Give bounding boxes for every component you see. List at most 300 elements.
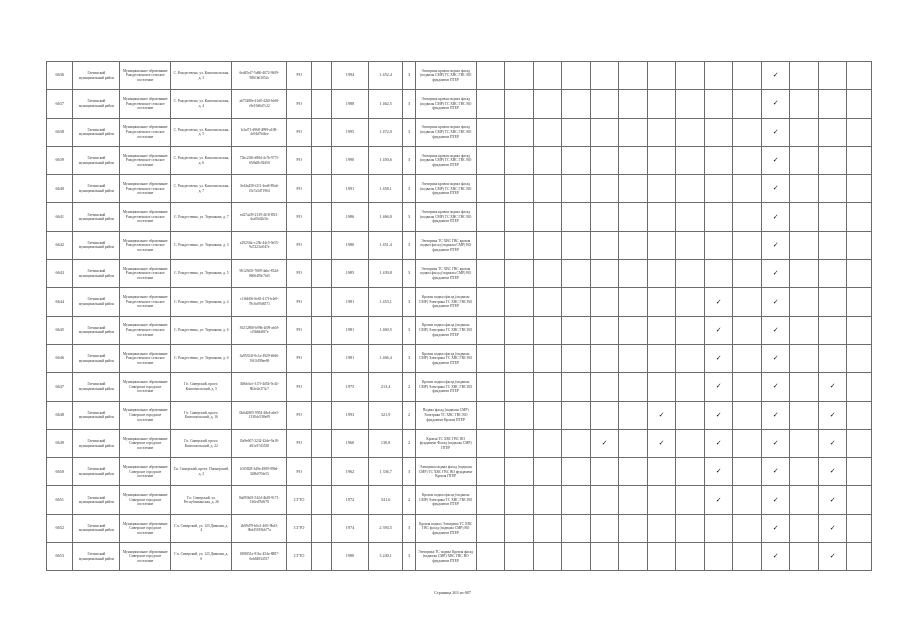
settlement-cell: Муниципальное образование Рождественское сельское поселение [120, 146, 171, 174]
check-cell [619, 203, 648, 231]
check-cell [818, 146, 847, 174]
table-row [47, 62, 872, 90]
area-cell: 1 462,5 [368, 90, 403, 118]
address-cell: С. Рождествено, ул. Терешкова, д. 7 [171, 203, 232, 231]
check-cell [818, 90, 847, 118]
page-footer: Страница 263 из 687 [434, 590, 471, 595]
check-cell [562, 175, 591, 203]
check-cell [847, 543, 872, 571]
fund-cell: РО [287, 373, 311, 401]
levels-cell: 3 [403, 514, 415, 542]
fund-cell: РО [287, 146, 311, 174]
works-cell: Кровля подвал фасад (подвалы СМР) Электрика ТС ХВС ГВС ВО фундамент ПТЕР [415, 486, 476, 514]
area-cell: 1 472,0 [368, 118, 403, 146]
house-id-cell: 0b6d2805-9954-4fbd-a6e5-1330dc538e09 [232, 401, 287, 429]
check-cell [619, 90, 648, 118]
check-cell [790, 175, 819, 203]
area-cell: 541,6 [368, 486, 403, 514]
address-cell: С. Рождествено, ул. Терешкова, д. 5 [171, 260, 232, 288]
blank-cell [311, 175, 331, 203]
check-cell [847, 401, 872, 429]
check-cell [733, 203, 762, 231]
check-cell [533, 260, 562, 288]
address-cell: Г.п. Сиверский, проел. Пионерский, д. 2 [171, 458, 232, 486]
area-cell: 213,4 [368, 373, 403, 401]
check-mark-icon: ✓ [772, 99, 779, 108]
check-mark-icon: ✓ [772, 184, 779, 193]
area-cell: 3 240,1 [368, 543, 403, 571]
check-cell [505, 486, 534, 514]
works-cell: Электрика кровля подвал фасад (подвалы СМР) ТС ХВС ГВС ВО фундамент ПТЕР [415, 175, 476, 203]
check-cell [676, 486, 705, 514]
check-cell [733, 486, 762, 514]
works-cell: Электрика кровля подвал фасад (подвалы СМР) ТС ХВС ГВС ВО фундамент ПТЕР [415, 146, 476, 174]
check-cell [619, 260, 648, 288]
check-cell [562, 373, 591, 401]
check-cell [818, 543, 847, 571]
settlement-cell: Муниципальное образование Рождественское сельское поселение [120, 344, 171, 372]
check-mark-icon: ✓ [772, 71, 779, 80]
check-cell [761, 514, 790, 542]
table-row [47, 90, 872, 118]
blank-cell [311, 231, 331, 259]
check-cell [761, 203, 790, 231]
district-cell: Гатчинский муниципальный район [73, 90, 120, 118]
check-mark-icon: ✓ [601, 439, 608, 447]
check-cell [647, 175, 676, 203]
district-cell: Гатчинский муниципальный район [73, 231, 120, 259]
check-cell [562, 344, 591, 372]
levels-cell: 3 [403, 175, 415, 203]
settlement-cell: Муниципальное образование Сиверское городское поселение [120, 486, 171, 514]
check-cell [533, 373, 562, 401]
fund-cell: РО [287, 62, 311, 90]
blank-cell [311, 62, 331, 90]
check-cell [533, 146, 562, 174]
address-cell: Гп. Сиверский, проел. Комсомольский, д. 5 [171, 373, 232, 401]
table-row [47, 514, 872, 542]
settlement-cell: Муниципальное образование Рождественское сельское поселение [120, 231, 171, 259]
table-row [47, 118, 872, 146]
house-id-cell: 9612365f-7689-4abc-832d-8606409c7fd3 [232, 260, 287, 288]
check-cell [647, 146, 676, 174]
register-table [46, 61, 872, 571]
house-id-cell: 1888f51a-91bc-454a-8887-6eb84834537 [232, 543, 287, 571]
fund-cell: РО [287, 90, 311, 118]
year-cell: 1974 [332, 514, 369, 542]
check-mark-icon: ✓ [829, 552, 836, 561]
check-mark-icon: ✓ [829, 410, 836, 419]
blank-cell [311, 373, 331, 401]
house-id-cell: 30212800-b99b-4f09-ab0f-cf5b8dd8f7e [232, 316, 287, 344]
area-cell: 1 466,0 [368, 203, 403, 231]
address-cell: С. Рождествено, ул. Комсомольская, д. 4 [171, 90, 232, 118]
check-cell [733, 260, 762, 288]
check-cell [505, 373, 534, 401]
check-mark-icon: ✓ [772, 467, 779, 476]
row-number: 6644 [47, 288, 73, 316]
check-cell [676, 203, 705, 231]
check-cell [790, 231, 819, 259]
check-cell [476, 62, 505, 90]
check-cell [847, 486, 872, 514]
check-cell [562, 231, 591, 259]
check-cell [704, 118, 733, 146]
row-number: 6641 [47, 203, 73, 231]
check-cell [562, 62, 591, 90]
check-cell [733, 231, 762, 259]
check-cell [761, 90, 790, 118]
check-cell [704, 429, 733, 457]
check-cell [476, 90, 505, 118]
check-cell [619, 62, 648, 90]
row-number: 6639 [47, 146, 73, 174]
check-cell [476, 458, 505, 486]
year-cell: 1985 [332, 260, 369, 288]
check-cell [647, 373, 676, 401]
check-cell [818, 203, 847, 231]
check-cell [676, 543, 705, 571]
fund-cell: РО [287, 203, 311, 231]
check-mark-icon: ✓ [715, 410, 722, 419]
check-cell [733, 514, 762, 542]
check-mark-icon: ✓ [772, 269, 779, 278]
check-cell [847, 316, 872, 344]
check-cell [733, 429, 762, 457]
house-id-cell: b2af71-d968-4999-a108-4c94d7bf4ee [232, 118, 287, 146]
check-mark-icon: ✓ [658, 410, 665, 419]
check-cell [647, 288, 676, 316]
check-cell [590, 62, 619, 90]
check-cell [476, 344, 505, 372]
works-cell: Подвал фасад (подвалы СМР) Электрика ТС ХВС ГВС ВО фундамент Кровля ПТЕР [415, 401, 476, 429]
check-cell [847, 231, 872, 259]
settlement-cell: Муниципальное образование Рождественское сельское поселение [120, 90, 171, 118]
check-cell [505, 90, 534, 118]
check-cell [847, 514, 872, 542]
check-mark-icon: ✓ [772, 127, 779, 136]
works-cell: Кровля ТС ХВС ГВС ВО фундамент Фасад (подвалы СМР) ПТЕР [415, 429, 476, 457]
check-cell [476, 118, 505, 146]
check-cell [733, 288, 762, 316]
check-cell [505, 458, 534, 486]
row-number: 6646 [47, 344, 73, 372]
blank-cell [311, 429, 331, 457]
blank-cell [311, 486, 331, 514]
check-cell [476, 288, 505, 316]
district-cell: Гатчинский муниципальный район [73, 458, 120, 486]
settlement-cell: Муниципальное образование Сиверское городское поселение [120, 373, 171, 401]
check-cell [704, 458, 733, 486]
works-cell: Электрика подвал фасад (подвалы СМР) ТС ХВС ГВС ВО фундамент Кровля ПТЕР [415, 458, 476, 486]
check-cell [533, 543, 562, 571]
check-cell [647, 344, 676, 372]
check-cell [647, 260, 676, 288]
address-cell: Гп. Сиверский, проел. Комсомольский, д. 22 [171, 429, 232, 457]
check-cell [476, 146, 505, 174]
blank-cell [311, 146, 331, 174]
address-cell: С. Рождествено, ул. Комсомольская, д. 6 [171, 146, 232, 174]
check-cell [790, 486, 819, 514]
check-cell [533, 231, 562, 259]
check-cell [533, 288, 562, 316]
check-mark-icon: ✓ [829, 495, 836, 504]
works-cell: Электрика ТС ХВС ГВС кровля подвал фасад (подвалы СМР) ВО фундамент ПТЕР [415, 260, 476, 288]
check-cell [818, 429, 847, 457]
check-cell [676, 90, 705, 118]
address-cell: С. Рождествено, ул. Терешкова, д. 6 [171, 344, 232, 372]
check-cell [505, 203, 534, 231]
check-cell [619, 543, 648, 571]
levels-cell: 3 [403, 344, 415, 372]
levels-cell: 2 [403, 429, 415, 457]
check-cell [790, 118, 819, 146]
check-cell [847, 288, 872, 316]
check-cell [704, 486, 733, 514]
check-mark-icon: ✓ [772, 552, 779, 561]
check-mark-icon: ✓ [829, 439, 836, 447]
levels-cell: 3 [403, 316, 415, 344]
works-cell: Электрика ТС подвал Кровля фасад (подвалы СМР) ХВС ГВС ВО фундамент ПТЕР [415, 543, 476, 571]
check-cell [733, 175, 762, 203]
check-cell [761, 260, 790, 288]
blank-cell [311, 514, 331, 542]
table-row [47, 260, 872, 288]
check-cell [818, 316, 847, 344]
check-cell [818, 486, 847, 514]
levels-cell: 3 [403, 260, 415, 288]
check-cell [590, 231, 619, 259]
check-cell [505, 514, 534, 542]
check-cell [704, 260, 733, 288]
check-cell [676, 458, 705, 486]
house-id-cell: 8a695b03-542d-4b28-9171-1b0ed7b8f78 [232, 486, 287, 514]
check-cell [590, 260, 619, 288]
check-cell [590, 118, 619, 146]
year-cell: 1962 [332, 458, 369, 486]
check-cell [847, 175, 872, 203]
check-cell [505, 260, 534, 288]
check-cell [761, 62, 790, 90]
year-cell: 1986 [332, 203, 369, 231]
check-cell [476, 486, 505, 514]
district-cell: Гатчинский муниципальный район [73, 401, 120, 429]
levels-cell: 3 [403, 203, 415, 231]
check-cell [533, 118, 562, 146]
settlement-cell: Муниципальное образование Рождественское сельское поселение [120, 203, 171, 231]
table-row [47, 401, 872, 429]
table-row [47, 316, 872, 344]
check-cell [733, 401, 762, 429]
address-cell: Гп. Сиверский, проел. Комсомольский, д. 16 [171, 401, 232, 429]
check-mark-icon: ✓ [772, 410, 779, 419]
check-cell [676, 514, 705, 542]
check-cell [676, 231, 705, 259]
check-cell [533, 514, 562, 542]
year-cell: 1981 [332, 288, 369, 316]
check-cell [562, 486, 591, 514]
check-cell [533, 458, 562, 486]
check-cell [847, 62, 872, 90]
row-number: 6637 [47, 90, 73, 118]
table-row [47, 146, 872, 174]
check-cell [533, 203, 562, 231]
check-cell [647, 429, 676, 457]
house-id-cell: 3e44a458-f211-4ea8-89ab-f5e7a3d71964 [232, 175, 287, 203]
check-cell [818, 118, 847, 146]
address-cell: С. Рождествено, ул. Терешкова, д. 4 [171, 288, 232, 316]
row-number: 6652 [47, 514, 73, 542]
check-cell [505, 543, 534, 571]
year-cell: 1991 [332, 175, 369, 203]
blank-cell [311, 203, 331, 231]
check-cell [476, 514, 505, 542]
address-cell: С. Рождествено, ул. Комсомольская, д. 7 [171, 175, 232, 203]
check-mark-icon: ✓ [772, 523, 779, 532]
check-cell [476, 231, 505, 259]
address-cell: С. Рождествено, ул. Комсомольская, д. 5 [171, 118, 232, 146]
check-mark-icon: ✓ [772, 240, 779, 249]
year-cell: 1990 [332, 146, 369, 174]
area-cell: 1 452,4 [368, 62, 403, 90]
area-cell: 1 453,1 [368, 288, 403, 316]
check-cell [847, 90, 872, 118]
fund-cell: РО [287, 458, 311, 486]
district-cell: Гатчинский муниципальный район [73, 373, 120, 401]
check-mark-icon: ✓ [772, 439, 779, 447]
check-cell [590, 288, 619, 316]
year-cell: 1993 [332, 401, 369, 429]
levels-cell: 2 [403, 401, 415, 429]
area-cell: 1 466,4 [368, 344, 403, 372]
row-number: 6636 [47, 62, 73, 90]
check-cell [647, 486, 676, 514]
check-mark-icon: ✓ [829, 467, 836, 476]
check-cell [790, 260, 819, 288]
table-row [47, 344, 872, 372]
check-cell [790, 288, 819, 316]
check-cell [818, 62, 847, 90]
check-cell [790, 146, 819, 174]
table-row [47, 458, 872, 486]
check-cell [818, 458, 847, 486]
check-cell [590, 175, 619, 203]
blank-cell [311, 543, 331, 571]
check-cell [761, 543, 790, 571]
area-cell: 1 336,7 [368, 458, 403, 486]
area-cell: 130,8 [368, 429, 403, 457]
check-mark-icon: ✓ [829, 523, 836, 532]
blank-cell [311, 316, 331, 344]
check-cell [733, 146, 762, 174]
house-id-cell: 3b8dcbcf-317f-4d54-9c44-862e2e373c7 [232, 373, 287, 401]
fund-cell: СГТО [287, 486, 311, 514]
check-cell [818, 344, 847, 372]
check-cell [704, 316, 733, 344]
check-cell [761, 344, 790, 372]
check-cell [590, 543, 619, 571]
check-cell [733, 316, 762, 344]
blank-cell [311, 401, 331, 429]
house-id-cell: b5f5828-3d9a-4989-996d-328b070fe53 [232, 458, 287, 486]
check-cell [847, 203, 872, 231]
check-cell [790, 344, 819, 372]
check-cell [619, 146, 648, 174]
check-cell [619, 175, 648, 203]
levels-cell: 3 [403, 458, 415, 486]
check-cell [704, 231, 733, 259]
check-cell [790, 90, 819, 118]
row-number: 6649 [47, 429, 73, 457]
table-row [47, 175, 872, 203]
works-cell: Электрика кровля подвал фасад (подвалы СМР) ТС ХВС ГВС ВО фундамент ПТЕР [415, 118, 476, 146]
works-cell: Кровля подвал фасад (подвалы СМР) Электрика ТС ХВС ГВС ВО фундамент ПТЕР [415, 288, 476, 316]
year-cell: 1981 [332, 344, 369, 372]
check-cell [505, 288, 534, 316]
house-id-cell: 3a95354f-0c1a-4929-b9d6-19f1f499ae69 [232, 344, 287, 372]
table-row [47, 203, 872, 231]
check-cell [847, 260, 872, 288]
check-cell [590, 203, 619, 231]
area-cell: 1 460,5 [368, 316, 403, 344]
check-cell [505, 316, 534, 344]
check-cell [647, 231, 676, 259]
check-cell [505, 429, 534, 457]
check-cell [562, 90, 591, 118]
check-cell [704, 344, 733, 372]
year-cell: 1980 [332, 543, 369, 571]
check-cell [761, 118, 790, 146]
row-number: 6653 [47, 543, 73, 571]
check-cell [676, 288, 705, 316]
district-cell: Гатчинский муниципальный район [73, 146, 120, 174]
check-cell [505, 344, 534, 372]
settlement-cell: Муниципальное образование Рождественское сельское поселение [120, 316, 171, 344]
settlement-cell: Муниципальное образование Рождественское сельское поселение [120, 62, 171, 90]
check-cell [790, 514, 819, 542]
check-cell [761, 288, 790, 316]
check-cell [676, 316, 705, 344]
check-cell [761, 231, 790, 259]
settlement-cell: Муниципальное образование Сиверское городское поселение [120, 458, 171, 486]
district-cell: Гатчинский муниципальный район [73, 429, 120, 457]
check-cell [733, 118, 762, 146]
check-cell [733, 90, 762, 118]
check-cell [562, 260, 591, 288]
check-mark-icon: ✓ [772, 382, 779, 391]
check-cell [533, 90, 562, 118]
address-cell: Г.п. Сиверский, ул. Республиканская, д. 26 [171, 486, 232, 514]
district-cell: Гатчинский муниципальный район [73, 514, 120, 542]
fund-cell: РО [287, 344, 311, 372]
check-cell [676, 118, 705, 146]
check-mark-icon: ✓ [715, 297, 722, 306]
area-cell: 1 458,1 [368, 175, 403, 203]
check-cell [847, 458, 872, 486]
district-cell: Гатчинский муниципальный район [73, 118, 120, 146]
check-cell [818, 260, 847, 288]
check-cell [647, 90, 676, 118]
fund-cell: РО [287, 260, 311, 288]
check-mark-icon: ✓ [772, 354, 779, 363]
check-cell [590, 401, 619, 429]
check-cell [647, 118, 676, 146]
fund-cell: СГТО [287, 514, 311, 542]
year-cell: 1988 [332, 90, 369, 118]
check-cell [847, 373, 872, 401]
blank-cell [311, 288, 331, 316]
check-cell [562, 118, 591, 146]
